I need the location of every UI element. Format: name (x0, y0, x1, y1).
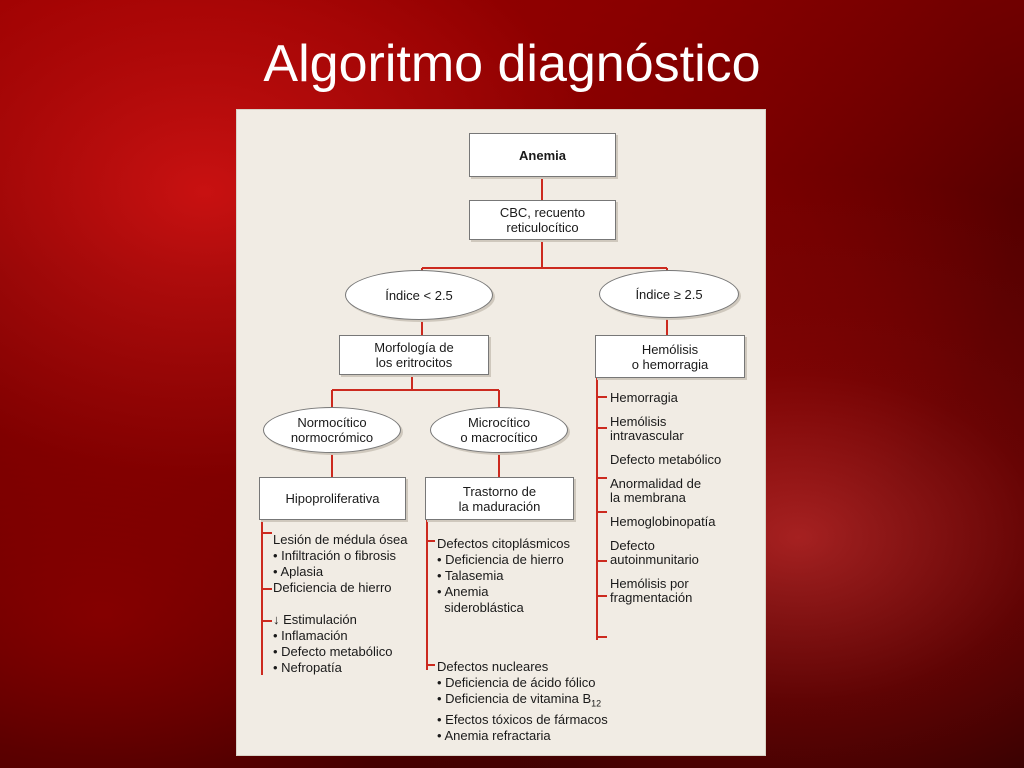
morphology-line-2: los eritrocitos (375, 355, 453, 370)
left-list-item: • Aplasia (273, 564, 324, 579)
index-high-ellipse: Índice ≥ 2.5 (599, 270, 739, 318)
right-item-line: Hemólisis por (610, 576, 689, 591)
right-item-line: Defecto (610, 538, 655, 553)
normocytic-line-1: Normocítico (297, 415, 367, 430)
left-list-item: Deficiencia de hierro (273, 580, 392, 595)
left-list-item: • Defecto metabólico (273, 644, 393, 659)
anemia-box: Anemia (469, 133, 616, 177)
mid-list-item: • Deficiencia de ácido fólico (437, 675, 596, 690)
slide-title: Algoritmo diagnóstico (263, 35, 761, 93)
cytoplasmic-defects-list (437, 536, 570, 616)
microcytic-line-2: o macrocítico (460, 430, 538, 445)
cbc-line-2: reticulocítico (506, 220, 579, 235)
index-low-ellipse: Índice < 2.5 (345, 270, 493, 320)
mid-list-item: • Anemia refractaria (437, 727, 551, 743)
right-item-line: Hemólisis (610, 414, 667, 429)
right-item-line: la membrana (610, 490, 686, 505)
left-list-item: • Nefropatía (273, 660, 342, 675)
diagnostic-flowchart (237, 110, 765, 755)
mid-list-item: Defectos nucleares (437, 659, 549, 674)
right-list-item (610, 453, 721, 467)
microcytic-line-1: Microcítico (467, 415, 531, 430)
right-list-item (610, 477, 721, 505)
maturation-line-2: la maduración (458, 498, 541, 514)
hypoproliferative-box: Hipoproliferativa (259, 477, 406, 520)
left-list-item: • Inflamación (273, 628, 348, 643)
hemolysis-line-2: o hemorragia (631, 356, 709, 372)
left-list-item: Lesión de médula ósea (273, 532, 408, 547)
right-item-line: Hemorragia (610, 390, 678, 405)
right-item-line: Defecto metabólico (610, 452, 722, 467)
vitamin-b-text: • Deficiencia de vitamina B (437, 691, 592, 706)
right-list-item (610, 415, 721, 443)
right-item-line: intravascular (610, 428, 684, 443)
right-item-line: fragmentación (610, 590, 693, 605)
right-item-line: Hemoglobinopatía (610, 514, 716, 529)
mid-list-item: sideroblástica (437, 600, 524, 615)
morphology-box (339, 335, 489, 375)
right-list-item (610, 515, 721, 529)
left-list-item: • Infiltración o fibrosis (273, 548, 397, 563)
right-item-line: autoinmunitario (610, 552, 699, 567)
left-list-spacer (273, 596, 407, 612)
vitamin-b12-item (437, 691, 608, 712)
microcytic-ellipse (430, 407, 568, 453)
maturation-box (425, 477, 574, 520)
cbc-box (469, 200, 616, 240)
normocytic-ellipse (263, 407, 401, 453)
mid-list-item: • Anemia (437, 584, 489, 599)
hemolysis-box (595, 335, 745, 378)
maturation-line-1: Trastorno de (462, 483, 537, 499)
cbc-line-1: CBC, recuento (499, 205, 586, 220)
right-list-item (610, 577, 721, 605)
mid-list-item: Defectos citoplásmicos (437, 536, 570, 551)
mid-list-item: • Efectos tóxicos de fármacos (437, 711, 608, 727)
right-item-line: Anormalidad de (610, 476, 702, 491)
mid-list-item: • Deficiencia de hierro (437, 552, 564, 567)
left-list-item: ↓ Estimulación (273, 612, 357, 627)
hypoproliferative-causes (273, 532, 407, 676)
right-list-item (610, 391, 721, 405)
hemolysis-causes (610, 391, 721, 615)
nuclear-defects-list (437, 659, 608, 744)
right-list-item (610, 539, 721, 567)
hemolysis-line-1: Hemólisis (641, 341, 699, 357)
normocytic-line-2: normocrómico (290, 430, 374, 445)
morphology-line-1: Morfología de (374, 340, 454, 355)
mid-list-item: • Talasemia (437, 568, 504, 583)
b12-subscript: 12 (591, 698, 602, 709)
